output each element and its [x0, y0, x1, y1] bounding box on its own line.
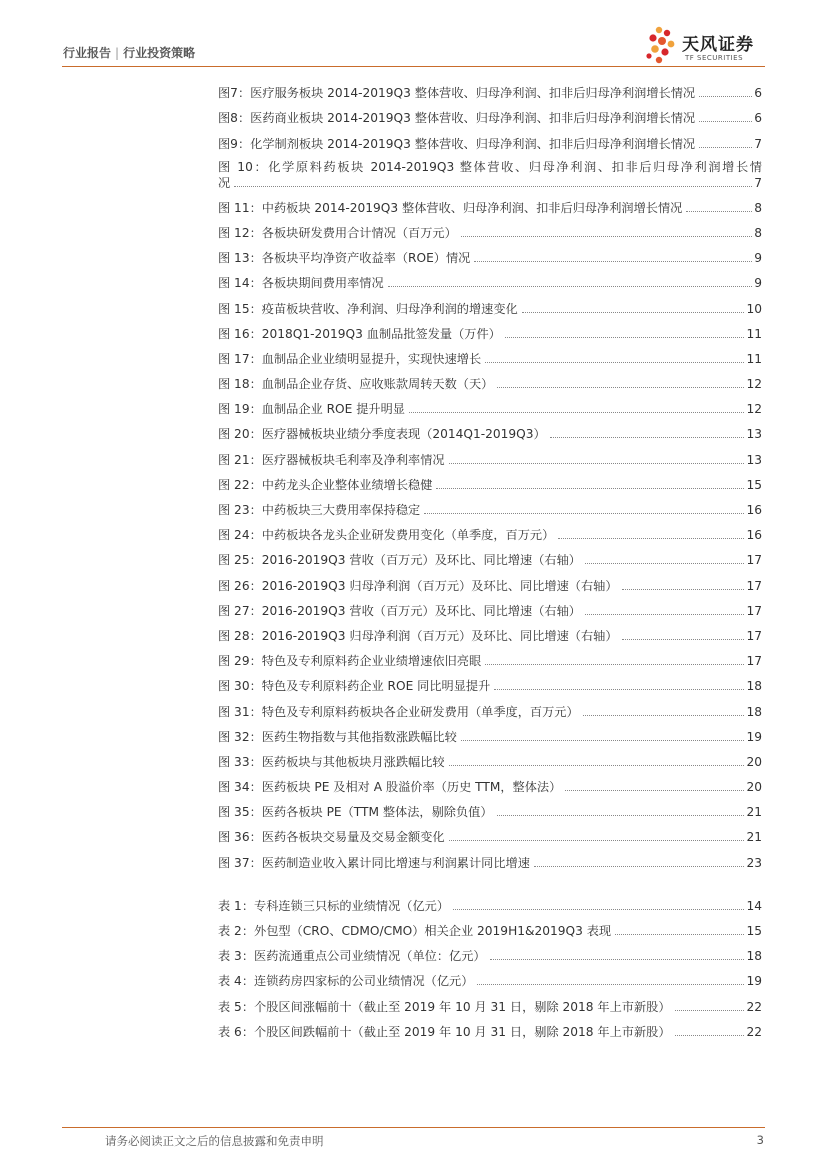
header-rule: [62, 66, 765, 67]
toc-label: 图 25：2016-2019Q3 营收（百万元）及环比、同比增速（右轴）: [218, 553, 581, 568]
toc-figure-34[interactable]: [218, 770, 762, 795]
toc-figure-28[interactable]: [218, 619, 762, 644]
toc-figure-35[interactable]: [218, 795, 762, 820]
toc-figure-16[interactable]: [218, 317, 762, 342]
toc-label: 表 3：医药流通重点公司业绩情况（单位：亿元）: [218, 949, 486, 964]
toc-figure-11[interactable]: [218, 191, 762, 216]
toc-label: 图 14：各板块期间费用率情况: [218, 276, 384, 291]
toc-label: 图 19：血制品企业 ROE 提升明显: [218, 402, 405, 417]
toc-label: 图 23：中药板块三大费用率保持稳定: [218, 503, 421, 517]
leader-dots: [622, 639, 745, 640]
toc-label: 表 2：外包型（CRO、CDMO/CMO）相关企业 2019H1&2019Q3 表现: [218, 924, 612, 938]
toc-page: 8: [754, 225, 762, 240]
toc-figure-21[interactable]: [218, 442, 762, 467]
toc-page: 17: [746, 628, 762, 643]
toc-label: 图7：医疗服务板块 2014-2019Q3 整体营收、归母净利润、扣非后归母净利润增长情况: [218, 86, 696, 101]
toc-figure-14[interactable]: [218, 266, 762, 291]
toc-figure-12[interactable]: [218, 216, 762, 241]
page-number: 3: [756, 1133, 764, 1147]
toc-page: 19: [746, 974, 762, 989]
toc-label: 表 4：连锁药房四家标的公司业绩情况（亿元）: [218, 974, 474, 989]
toc-label: 图8：医药商业板块 2014-2019Q3 整体营收、归母净利润、扣非后归母净利润增长情况: [218, 111, 696, 126]
toc-label: 图 12：各板块研发费用合计情况（百万元）: [218, 225, 457, 240]
toc-page: 15: [746, 924, 762, 938]
leader-dots: [461, 236, 752, 237]
toc-figure-23[interactable]: [218, 493, 762, 518]
toc-label: 图 10：化学原料药板块 2014-2019Q3 整体营收、归母净利润、扣非后归母净利润增长情: [218, 159, 762, 174]
toc-page: 7: [754, 175, 762, 190]
toc-figure-31[interactable]: [218, 694, 762, 719]
toc-table-5[interactable]: [218, 989, 762, 1014]
toc-page: 12: [746, 402, 762, 417]
leader-dots: [477, 984, 744, 985]
footer-rule: [62, 1127, 765, 1128]
toc-page: 13: [746, 452, 762, 467]
toc-table-3[interactable]: [218, 939, 762, 964]
toc-page: 20: [746, 780, 762, 795]
leader-dots: [585, 563, 745, 564]
toc-page: 15: [746, 477, 762, 492]
leader-dots: [565, 790, 744, 791]
leader-dots: [449, 840, 745, 841]
leader-dots: [675, 1010, 745, 1011]
toc-figure-26[interactable]: [218, 568, 762, 593]
toc-figure-9[interactable]: [218, 126, 762, 151]
toc-figure-30[interactable]: [218, 669, 762, 694]
toc-page: 7: [754, 136, 762, 151]
leader-dots: [585, 614, 745, 615]
toc-figure-27[interactable]: [218, 594, 762, 619]
toc-page: 22: [746, 1024, 762, 1039]
toc-page: 9: [754, 276, 762, 291]
toc-page: 16: [746, 503, 762, 517]
toc-figure-36[interactable]: [218, 820, 762, 845]
toc-page: 19: [746, 729, 762, 744]
toc-label-continued: 况: [218, 175, 231, 190]
leader-dots: [436, 488, 744, 489]
leader-dots: [424, 513, 744, 514]
toc-page: 20: [746, 754, 762, 769]
leader-dots: [474, 261, 752, 262]
leader-dots: [490, 959, 745, 960]
toc-page: 16: [746, 528, 762, 543]
toc-label: 图 28：2016-2019Q3 归母净利润（百万元）及环比、同比增速（右轴）: [218, 628, 618, 643]
toc-figure-7[interactable]: [218, 76, 762, 101]
leader-dots: [409, 412, 745, 413]
leader-dots: [699, 147, 752, 148]
toc-label: 图 34：医药板块 PE 及相对 A 股溢价率（历史 TTM，整体法）: [218, 780, 562, 795]
toc-label: 图 37：医药制造业收入累计同比增速与利润累计同比增速: [218, 855, 530, 870]
toc-label: 图 30：特色及专利原料药企业 ROE 同比明显提升: [218, 679, 491, 694]
toc-figure-22[interactable]: [218, 468, 762, 493]
toc-label: 图9：化学制剂板块 2014-2019Q3 整体营收、归母净利润、扣非后归母净利润增长情况: [218, 136, 696, 151]
toc-label: 图 20：医疗器械板块业绩分季度表现（2014Q1-2019Q3）: [218, 427, 546, 442]
toc-figure-13[interactable]: [218, 241, 762, 266]
toc-label: 表 5：个股区间涨幅前十（截止至 2019 年 10 月 31 日，剔除 2018 年上市新股）: [218, 999, 671, 1014]
leader-dots: [449, 463, 745, 464]
leader-dots: [699, 121, 752, 122]
leader-dots: [234, 186, 752, 187]
toc-label: 图 15：疫苗板块营收、净利润、归母净利润的增速变化: [218, 301, 518, 316]
leader-dots: [453, 909, 744, 910]
toc-label: 图 18：血制品企业存货、应收账款周转天数（天）: [218, 377, 494, 392]
toc-table-6[interactable]: [218, 1015, 762, 1040]
toc-table-1[interactable]: [218, 889, 762, 914]
leader-dots: [534, 866, 745, 867]
toc-label: 图 22：中药龙头企业整体业绩增长稳健: [218, 477, 433, 492]
leader-dots: [497, 815, 745, 816]
leader-dots: [505, 337, 745, 338]
toc-label: 图 27：2016-2019Q3 营收（百万元）及环比、同比增速（右轴）: [218, 603, 581, 618]
toc-figure-8[interactable]: [218, 101, 762, 126]
toc-label: 图 26：2016-2019Q3 归母净利润（百万元）及环比、同比增速（右轴）: [218, 578, 618, 593]
toc-label: 图 32：医药生物指数与其他指数涨跌幅比较: [218, 729, 457, 744]
toc-label: 图 13：各板块平均净资产收益率（ROE）情况: [218, 251, 471, 266]
toc-page: 22: [746, 999, 762, 1014]
leader-dots: [485, 362, 744, 363]
footer-disclaimer: 请务必阅读正文之后的信息披露和免责申明: [105, 1134, 324, 1148]
toc-label: 图 24：中药板块各龙头企业研发费用变化（单季度，百万元）: [218, 528, 555, 543]
toc-page: 17: [746, 578, 762, 593]
logo-name-en: TF SECURITIES: [685, 54, 744, 62]
flower-logo-icon: [645, 24, 681, 68]
toc-page: 21: [746, 830, 762, 845]
toc-table-4[interactable]: [218, 964, 762, 989]
toc-page: 18: [746, 949, 762, 964]
leader-dots: [494, 689, 744, 690]
toc-label: 图 35：医药各板块 PE（TTM 整体法，剔除负值）: [218, 805, 493, 820]
toc-page: 12: [746, 377, 762, 392]
toc-label: 图 36：医药各板块交易量及交易金额变化: [218, 830, 445, 845]
report-category: 行业报告: [63, 46, 112, 60]
toc-page: 17: [746, 603, 762, 618]
toc-label: 表 6：个股区间跌幅前十（截止至 2019 年 10 月 31 日，剔除 2018 年上市新股）: [218, 1024, 671, 1039]
toc-label: 图 16：2018Q1-2019Q3 血制品批签发量（万件）: [218, 326, 501, 341]
toc-page: 14: [746, 898, 762, 913]
toc-figure-37[interactable]: [218, 845, 762, 870]
toc-label: 图 11：中药板块 2014-2019Q3 整体营收、归母净利润、扣非后归母净利润增长情况: [218, 200, 683, 215]
toc-page: 8: [754, 200, 762, 215]
leader-dots: [699, 96, 752, 97]
leader-dots: [686, 211, 752, 212]
toc-figure-25[interactable]: [218, 543, 762, 568]
toc-page: 18: [746, 679, 762, 694]
leader-dots: [583, 715, 745, 716]
toc-label: 图 31：特色及专利原料药板块各企业研发费用（单季度，百万元）: [218, 704, 579, 719]
toc-figure-24[interactable]: [218, 518, 762, 543]
section-gap: [218, 871, 762, 889]
toc-page: 23: [746, 855, 762, 870]
leader-dots: [388, 286, 753, 287]
toc-figure-15[interactable]: [218, 291, 762, 316]
toc-figure-32[interactable]: [218, 720, 762, 745]
leader-dots: [558, 538, 744, 539]
toc-figure-10[interactable]: [218, 152, 762, 191]
toc-page: 9: [754, 251, 762, 266]
toc-label: 图 33：医药板块与其他板块月涨跌幅比较: [218, 754, 445, 769]
leader-dots: [485, 664, 744, 665]
toc-page: 6: [754, 86, 762, 101]
table-of-figures: [218, 76, 762, 1040]
toc-figure-17[interactable]: [218, 342, 762, 367]
toc-table-2[interactable]: [218, 914, 762, 939]
leader-dots: [522, 312, 745, 313]
toc-page: 18: [746, 704, 762, 719]
toc-figure-20[interactable]: [218, 417, 762, 442]
leader-dots: [497, 387, 744, 388]
header-separator: |: [115, 46, 120, 60]
toc-page: 17: [746, 654, 762, 669]
page-header: [63, 44, 195, 61]
toc-figure-29[interactable]: [218, 644, 762, 669]
leader-dots: [622, 589, 745, 590]
toc-page: 11: [746, 326, 762, 341]
report-subtitle: 行业投资策略: [123, 46, 196, 60]
leader-dots: [550, 437, 745, 438]
toc-page: 13: [746, 427, 762, 442]
toc-label: 图 21：医疗器械板块毛利率及净利率情况: [218, 452, 445, 467]
toc-figure-33[interactable]: [218, 745, 762, 770]
leader-dots: [675, 1035, 745, 1036]
company-logo: [645, 24, 775, 68]
toc-page: 21: [746, 805, 762, 820]
toc-page: 10: [746, 301, 762, 316]
toc-figure-18[interactable]: [218, 367, 762, 392]
leader-dots: [461, 740, 745, 741]
toc-label: 图 17：血制品企业业绩明显提升，实现快速增长: [218, 351, 482, 366]
toc-figure-19[interactable]: [218, 392, 762, 417]
toc-label: 表 1：专科连锁三只标的业绩情况（亿元）: [218, 898, 450, 913]
toc-label: 图 29：特色及专利原料药企业业绩增速依旧亮眼: [218, 654, 482, 669]
leader-dots: [449, 765, 745, 766]
logo-name-cn: 天风证券: [682, 35, 754, 55]
toc-page: 6: [754, 111, 762, 126]
toc-page: 11: [746, 351, 762, 366]
leader-dots: [615, 934, 744, 935]
toc-page: 17: [746, 553, 762, 568]
